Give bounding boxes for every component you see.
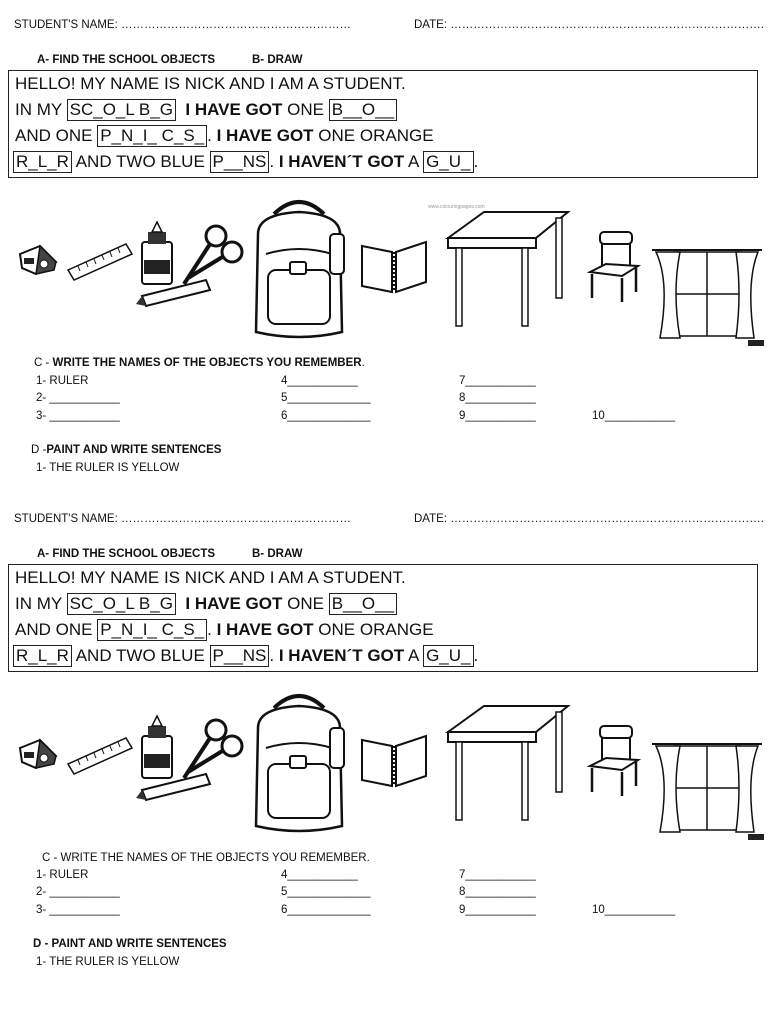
notebook-icon (358, 732, 430, 790)
worksheet-copy-2 (0, 494, 768, 988)
table-icon (428, 204, 572, 330)
sentence-item-1: 1- THE RULER IS YELLOW (36, 462, 180, 474)
sentence-item-1: 1- THE RULER IS YELLOW (36, 956, 180, 968)
list-item-4: 4___________ (281, 375, 358, 387)
date-label: DATE: ………………………………………………………………………. (414, 19, 764, 31)
gap-pencil-case: P_N_I_ C_S_ (97, 125, 207, 147)
list-item-10: 10___________ (592, 410, 676, 422)
reading-passage-box (8, 564, 758, 672)
list-item-8: 8___________ (459, 392, 536, 404)
list-item-2: 2- ___________ (36, 886, 120, 898)
list-item-10: 10___________ (592, 904, 676, 916)
gap-ruler: R_L_R (13, 151, 72, 173)
list-item-2: 2- ___________ (36, 392, 120, 404)
gap-book: B__O__ (329, 593, 397, 615)
section-a-title: A- FIND THE SCHOOL OBJECTS (37, 54, 216, 66)
list-item-3: 3- ___________ (36, 904, 120, 916)
notebook-icon (358, 238, 430, 296)
glue-pencil-scissors-icon (136, 714, 246, 806)
worksheet-copy-1 (0, 0, 768, 494)
passage-line-2: IN MY SC_O_L B_G I HAVE GOT ONE B__O__ (15, 593, 397, 615)
gap-school-bag: SC_O_L B_G (67, 593, 176, 615)
reading-passage-box (8, 70, 758, 178)
school-objects-illustrations (0, 684, 768, 844)
glue-pencil-scissors-icon (136, 220, 246, 312)
sharpener-icon (16, 240, 60, 284)
list-item-5: 5_____________ (281, 392, 371, 404)
passage-line-1: HELLO! MY NAME IS NICK AND I AM A STUDENT. (15, 568, 406, 587)
section-d-title: D - PAINT AND WRITE SENTENCES (33, 938, 227, 950)
section-c-title: C - WRITE THE NAMES OF THE OBJECTS YOU REMEMBER. (42, 852, 370, 864)
passage-line-2: IN MY SC_O_L B_G I HAVE GOT ONE B__O__ (15, 99, 397, 121)
ruler-icon (64, 732, 136, 778)
list-item-9: 9___________ (459, 904, 536, 916)
gap-pencil-case: P_N_I_ C_S_ (97, 619, 207, 641)
passage-line-4: R_L_R AND TWO BLUE P__NS . I HAVEN´T GOT A G_U_ . (13, 645, 478, 667)
student-name-label: STUDENT'S NAME: …………………………………………………… (14, 19, 351, 31)
passage-line-3: AND ONE P_N_I_ C_S_ . I HAVE GOT ONE ORANGE (15, 620, 434, 639)
chair-icon (586, 722, 642, 798)
gap-book: B__O__ (329, 99, 397, 121)
gap-ruler: R_L_R (13, 645, 72, 667)
section-a-title: A- FIND THE SCHOOL OBJECTS (37, 548, 216, 560)
list-item-6: 6_____________ (281, 410, 371, 422)
passage-line-1: HELLO! MY NAME IS NICK AND I AM A STUDENT. (15, 74, 406, 93)
list-item-6: 6_____________ (281, 904, 371, 916)
list-item-8: 8___________ (459, 886, 536, 898)
gap-pens: P__NS (210, 151, 270, 173)
school-objects-illustrations (0, 190, 768, 350)
window-icon (650, 736, 766, 844)
list-item-1: 1- RULER (36, 375, 89, 387)
list-item-3: 3- ___________ (36, 410, 120, 422)
list-item-9: 9___________ (459, 410, 536, 422)
date-label: DATE: ………………………………………………………………………. (414, 513, 764, 525)
passage-line-3: AND ONE P_N_I_ C_S_ . I HAVE GOT ONE ORANGE (15, 126, 434, 145)
table-icon (444, 702, 572, 824)
list-item-7: 7___________ (459, 375, 536, 387)
list-item-5: 5_____________ (281, 886, 371, 898)
list-item-7: 7___________ (459, 869, 536, 881)
section-c-title: C - WRITE THE NAMES OF THE OBJECTS YOU REMEMBER. (34, 357, 365, 369)
student-name-label: STUDENT'S NAME: …………………………………………………… (14, 513, 351, 525)
backpack-icon (244, 194, 354, 344)
window-icon (650, 242, 766, 350)
section-b-title: B- DRAW (252, 548, 303, 560)
gap-school-bag: SC_O_L B_G (67, 99, 176, 121)
list-item-1: 1- RULER (36, 869, 89, 881)
chair-icon (586, 228, 642, 304)
list-item-4: 4___________ (281, 869, 358, 881)
gap-glue: G_U_ (423, 151, 473, 173)
backpack-icon (244, 688, 354, 838)
section-b-title: B- DRAW (252, 54, 303, 66)
section-d-title: D -PAINT AND WRITE SENTENCES (31, 444, 222, 456)
passage-line-4: R_L_R AND TWO BLUE P__NS . I HAVEN´T GOT A G_U_ . (13, 151, 478, 173)
sharpener-icon (16, 734, 60, 778)
gap-pens: P__NS (210, 645, 270, 667)
gap-glue: G_U_ (423, 645, 473, 667)
ruler-icon (64, 238, 136, 284)
watermark: www.colouringpages.com (428, 204, 485, 210)
